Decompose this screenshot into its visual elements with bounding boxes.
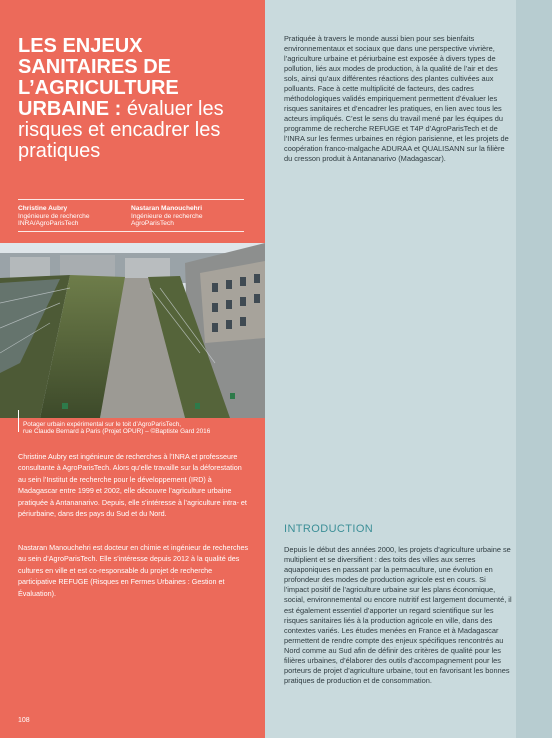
author-manouchehri [131,205,246,228]
photo-caption [23,421,258,436]
rooftop-garden-photo [0,243,265,418]
title-rule [18,199,244,200]
title-main: LES ENJEUX SANITAIRES DE L’AGRICULTURE URBAINE : [18,35,179,120]
author-role: Ingénieure de recherche [18,212,90,220]
caption-line: Potager urbain expérimental sur le toit d’AgroParisTech, [23,421,182,428]
section-body: Depuis le début des années 2000, les projets d’agriculture urbaine se multiplient et se diversifient : des toits des villes aux serres aquaponiques en passant par la permaculture, une évolution en profondeur des modes de production agricole est en cours. Si l’impact positif de l’agriculture urbaine sur les plans économique, social, environnemental ou encore nutritif est largement documenté, il est également essentiel d’apporter un regard scientifique sur les risques sanitaires liés à la production agricole en ville, dans des contextes variés. Les études menées en France et à Madagascar permettent de rendre compte des enjeux spécifiques rencontrés au Nord comme au Sud afin de définir des critères de qualité pour les filières urbaines, d’élaborer des outils d’accompagnement pour les porteurs de projet d’agriculture urbaine, tout en favorisant les bonnes pratiques de production et de consommation. [284,545,512,686]
bio-manouchehri: Nastaran Manouchehri est docteur en chimie et ingénieur de recherches au sein d’AgroParisTech. Elle s’intéresse depuis 2012 à la qualité des cultures en ville et est co-responsable du projet de recherche participative REFUGE (Risques en Fermes Urbaines : Gestion et Évaluation). [18,543,249,598]
author-affiliation: INRA/AgroParisTech [18,220,79,228]
intro-paragraph: Pratiquée à travers le monde aussi bien pour ses bienfaits environnementaux et sociaux que dans une perspective vivrière, l’agriculture urbaine et périurbaine est exposée à divers types de pollution, liés aux modes de production, à la qualité de l’air et des sols, ainsi qu’aux différentes réactions des plantes cultivées aux polluants. Face à cette multiplicité de facteurs, des cadres méthodologiques validés empiriquement permettent d’évaluer les risques sanitaires et d’encadrer les pratiques, en lien avec tous les acteurs impliqués. C’est le sens du travail mené par les équipes du programme de recherche REFUGE et T4P d’AgroParisTech et de l’INRA sur les fermes urbaines en région parisienne, et les projets de coopération franco-malgache ADURAA et QUALISANN sur la filière du cresson produit à Antananarivo (Madagascar). [284,34,509,163]
edge-tab [516,0,552,738]
page-number: 108 [18,717,30,724]
author-name: Nastaran Manouchehri [131,205,203,212]
caption-marker [18,410,19,432]
article-title [18,36,258,162]
caption-line: rue Claude Bernard à Paris (Projet OPUR) – ©Baptiste Gard 2016 [23,428,211,436]
author-affiliation: AgroParisTech [131,220,174,228]
author-name: Christine Aubry [18,205,68,212]
bio-aubry: Christine Aubry est ingénieure de recherches à l’INRA et professeure consultante à AgroParisTech. Alors qu’elle travaille sur la déforestation au sein l’Institut de recherche pour le développement (IRD) à Madagascar entre 1999 et 2002, elle découvre l’agriculture urbaine pratiquée à Antananarivo. Depuis, elle s’intéresse à l’agriculture intra- et périurbaine, dans des pays du Sud et du Nord. [18,452,247,519]
author-aubry [18,205,128,228]
left-panel [0,0,265,738]
section-heading: INTRODUCTION [284,523,374,535]
title-subtitle: évaluer les risques et encadrer les pratiques [18,98,224,162]
author-role: Ingénieure de recherche [131,212,203,220]
author-rule [18,231,244,232]
